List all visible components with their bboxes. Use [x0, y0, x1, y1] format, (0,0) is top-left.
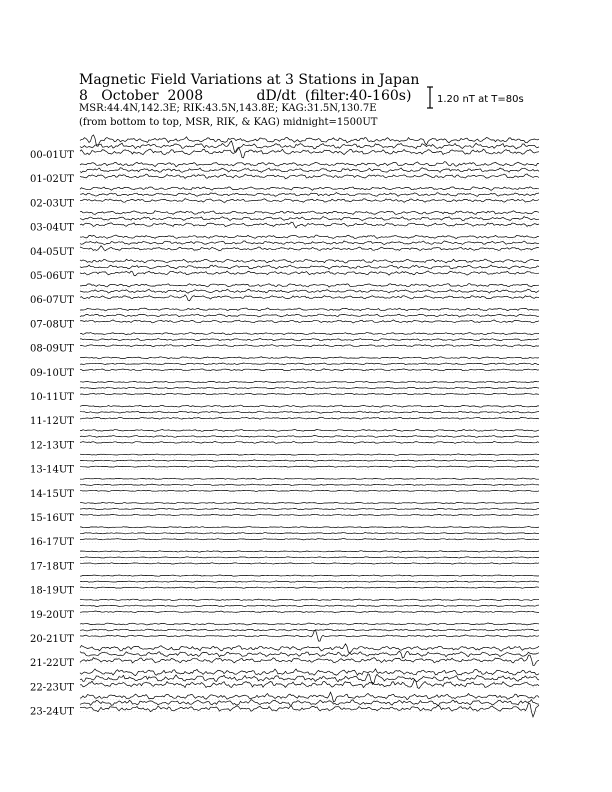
- row-label: 17-18UT: [30, 561, 74, 573]
- row-14-15UT: [30, 478, 539, 500]
- trace-rik: [80, 193, 539, 197]
- trace-rik: [80, 557, 539, 558]
- trace-rik: [80, 581, 539, 582]
- row-16-17UT: [30, 527, 539, 549]
- trace-rik: [80, 363, 539, 365]
- row-label: 22-23UT: [30, 682, 74, 694]
- trace-rik: [80, 141, 539, 152]
- row-20-21UT: [30, 623, 539, 645]
- trace-rik: [80, 700, 539, 706]
- row-label: 04-05UT: [30, 246, 74, 258]
- row-label: 16-17UT: [30, 537, 74, 549]
- trace-msr: [80, 393, 539, 395]
- trace-msr: [80, 246, 539, 251]
- trace-rik: [80, 217, 539, 221]
- trace-msr: [80, 344, 539, 347]
- trace-kag: [80, 692, 539, 702]
- trace-rik: [80, 338, 539, 340]
- trace-kag: [80, 162, 539, 167]
- row-label: 15-16UT: [30, 513, 74, 524]
- row-label: 11-12UT: [30, 416, 74, 428]
- trace-rik: [80, 508, 539, 509]
- row-18-19UT: [30, 575, 539, 597]
- row-11-12UT: [30, 405, 539, 427]
- row-15-16UT: [30, 502, 539, 524]
- row-07-08UT: [30, 308, 539, 331]
- trace-msr: [80, 703, 539, 717]
- trace-msr: [80, 417, 539, 419]
- trace-rik: [80, 241, 539, 245]
- trace-msr: [80, 441, 539, 443]
- trace-order-note: (from bottom to top, MSR, RIK, & KAG) midnight=1500UT: [79, 117, 378, 128]
- chart-title: Magnetic Field Variations at 3 Stations in Japan: [79, 72, 420, 88]
- row-label: 06-07UT: [30, 295, 74, 307]
- trace-kag: [80, 429, 539, 431]
- trace-kag: [80, 187, 539, 191]
- row-10-11UT: [30, 381, 539, 403]
- row-label: 14-15UT: [30, 488, 74, 500]
- trace-kag: [80, 357, 539, 359]
- row-13-14UT: [30, 454, 539, 476]
- trace-rik: [80, 629, 539, 631]
- trace-msr: [80, 490, 539, 491]
- row-label: 03-04UT: [30, 222, 74, 234]
- row-label: 07-08UT: [30, 319, 74, 331]
- trace-rik: [80, 265, 539, 269]
- trace-kag: [80, 623, 539, 625]
- row-22-23UT: [30, 669, 539, 694]
- trace-msr: [80, 174, 539, 179]
- row-label: 21-22UT: [30, 658, 74, 670]
- trace-kag: [80, 527, 539, 528]
- row-label: 02-03UT: [30, 198, 74, 210]
- trace-rik: [80, 460, 539, 461]
- trace-kag: [80, 669, 539, 676]
- row-04-05UT: [30, 235, 539, 258]
- row-label: 12-13UT: [30, 440, 74, 452]
- row-label: 00-01UT: [30, 150, 74, 161]
- row-17-18UT: [30, 551, 539, 573]
- station-coordinates: MSR:44.4N,142.3E; RIK:43.5N,143.8E; KAG:31.5N,130.7E: [79, 103, 377, 114]
- trace-rik: [80, 533, 539, 534]
- trace-msr: [80, 630, 539, 641]
- trace-kag: [80, 551, 539, 552]
- trace-kag: [80, 575, 539, 576]
- trace-msr: [80, 148, 539, 158]
- trace-msr: [80, 369, 539, 371]
- trace-rik: [80, 314, 539, 317]
- row-label: 19-20UT: [30, 609, 74, 621]
- row-23-24UT: [30, 692, 539, 717]
- chart-subtitle: 8 October 2008 dD/dt (filter:40-160s): [79, 88, 412, 104]
- row-08-09UT: [30, 333, 539, 355]
- trace-rik: [80, 436, 539, 438]
- row-label: 13-14UT: [30, 464, 74, 476]
- scale-bar: [427, 87, 433, 108]
- trace-rik: [80, 289, 539, 293]
- trace-msr: [80, 271, 539, 276]
- trace-kag: [80, 308, 539, 311]
- trace-rik: [80, 168, 539, 173]
- trace-kag: [80, 284, 539, 287]
- trace-msr: [80, 611, 539, 613]
- row-19-20UT: [30, 599, 539, 621]
- trace-kag: [80, 478, 539, 479]
- row-21-22UT: [30, 644, 539, 669]
- row-label: 10-11UT: [30, 392, 74, 403]
- trace-msr: [80, 655, 539, 665]
- trace-kag: [80, 381, 539, 383]
- trace-msr: [80, 563, 539, 564]
- trace-kag: [80, 211, 539, 215]
- row-label: 18-19UT: [30, 585, 74, 597]
- trace-kag: [80, 454, 539, 455]
- trace-kag: [80, 502, 539, 503]
- scale-bar-label: 1.20 nT at T=80s: [437, 94, 524, 105]
- row-label: 01-02UT: [30, 174, 74, 186]
- trace-msr: [80, 466, 539, 467]
- trace-kag: [80, 333, 539, 335]
- trace-kag: [80, 599, 539, 601]
- row-label: 08-09UT: [30, 343, 74, 355]
- trace-msr: [80, 539, 539, 540]
- row-06-07UT: [30, 284, 539, 307]
- row-label: 09-10UT: [30, 367, 74, 379]
- trace-msr: [80, 295, 539, 301]
- row-09-10UT: [30, 357, 539, 379]
- trace-rik: [80, 387, 539, 389]
- row-02-03UT: [30, 187, 539, 210]
- trace-msr: [80, 320, 539, 323]
- trace-msr: [80, 587, 539, 588]
- row-label: 20-21UT: [30, 634, 74, 645]
- row-03-04UT: [30, 211, 539, 234]
- trace-kag: [80, 259, 539, 263]
- trace-msr: [80, 222, 539, 228]
- trace-msr: [80, 514, 539, 515]
- trace-kag: [80, 405, 539, 407]
- row-label: 23-24UT: [30, 706, 74, 718]
- trace-kag: [80, 235, 539, 239]
- row-01-02UT: [30, 162, 539, 186]
- row-05-06UT: [30, 259, 539, 282]
- row-12-13UT: [30, 429, 539, 451]
- trace-rik: [80, 484, 539, 486]
- trace-rik: [80, 605, 539, 607]
- row-label: 05-06UT: [30, 271, 74, 282]
- trace-msr: [80, 679, 539, 688]
- trace-rik: [80, 411, 539, 413]
- row-00-01UT: [30, 135, 539, 161]
- trace-msr: [80, 199, 539, 203]
